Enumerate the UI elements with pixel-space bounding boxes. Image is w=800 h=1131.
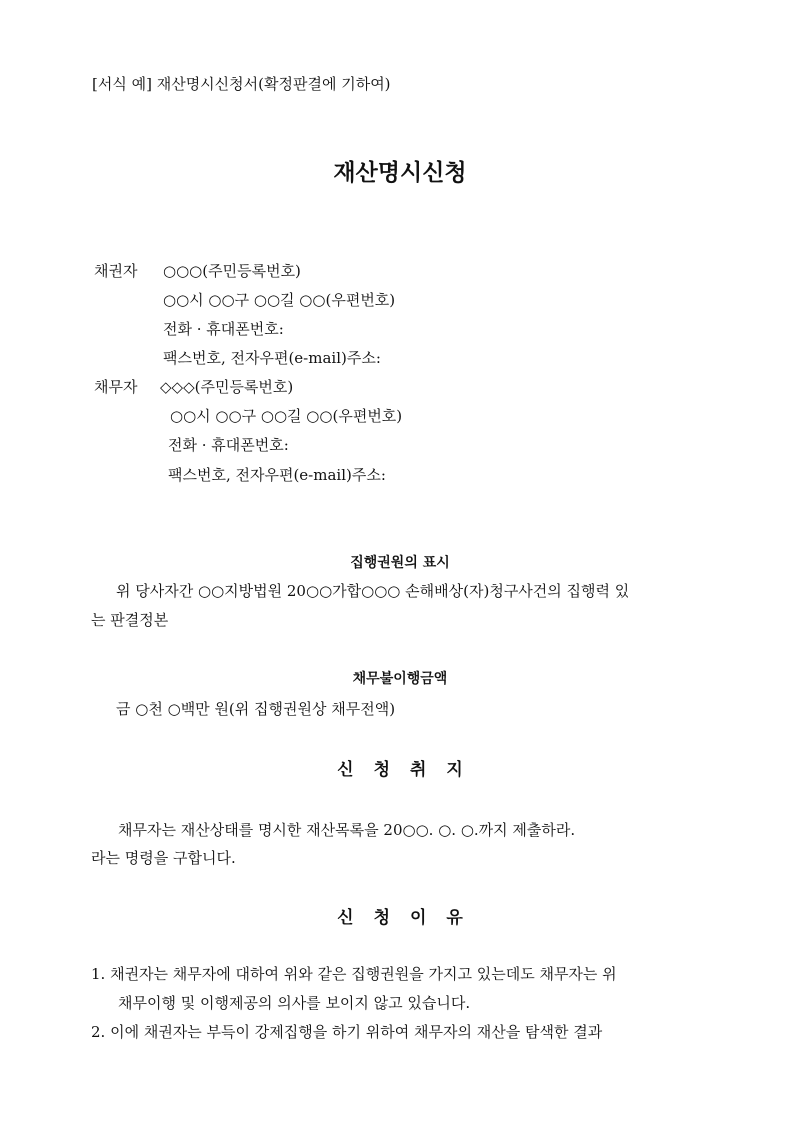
debtor-phone: 전화 · 휴대폰번호: [168,436,289,454]
reason-item-2-line-1: 2. 이에 채권자는 부득이 강제집행을 하기 위하여 채무자의 재산을 탐색한 결과 [91,1023,603,1041]
creditor-name: ○○○(주민등록번호) [163,262,301,280]
debtor-role-label: 채무자 [94,378,138,396]
creditor-fax-email: 팩스번호, 전자우편(e-mail)주소: [163,349,381,367]
creditor-role-label: 채권자 [94,262,138,280]
creditor-phone: 전화 · 휴대폰번호: [163,320,284,338]
enforcement-title-line-1: 위 당사자간 ○○지방법원 20○○가합○○○ 손해배상(자)청구사건의 집행력 있 [116,582,630,600]
debtor-address: ○○시 ○○구 ○○길 ○○(우편번호) [170,407,403,425]
reason-item-1-line-2: 채무이행 및 이행제공의 의사를 보이지 않고 있습니다. [118,994,471,1012]
form-label: [서식 예] 재산명시신청서(확정판결에 기하여) [92,75,391,93]
purpose-line-1: 채무자는 재산상태를 명시한 재산목록을 20○○. ○. ○.까지 제출하라. [118,821,576,839]
default-amount-heading: 채무불이행금액 [352,671,448,687]
debtor-fax-email: 팩스번호, 전자우편(e-mail)주소: [168,466,386,484]
enforcement-title-line-2: 는 판결정본 [91,611,169,629]
debtor-name: ◇◇◇(주민등록번호) [160,378,294,396]
reason-item-1-line-1: 1. 채권자는 채무자에 대하여 위와 같은 집행권원을 가지고 있는데도 채무자는 위 [91,965,617,983]
creditor-address: ○○시 ○○구 ○○길 ○○(우편번호) [163,291,396,309]
purpose-heading: 신청취지 [337,760,483,780]
purpose-line-2: 라는 명령을 구합니다. [91,849,236,867]
default-amount-text: 금 ○천 ○백만 원(위 집행권원상 채무전액) [116,700,396,718]
enforcement-title-heading: 집행권원의 표시 [350,555,450,571]
reason-heading: 신청이유 [337,908,483,928]
document-title: 재산명시신청 [333,159,467,186]
